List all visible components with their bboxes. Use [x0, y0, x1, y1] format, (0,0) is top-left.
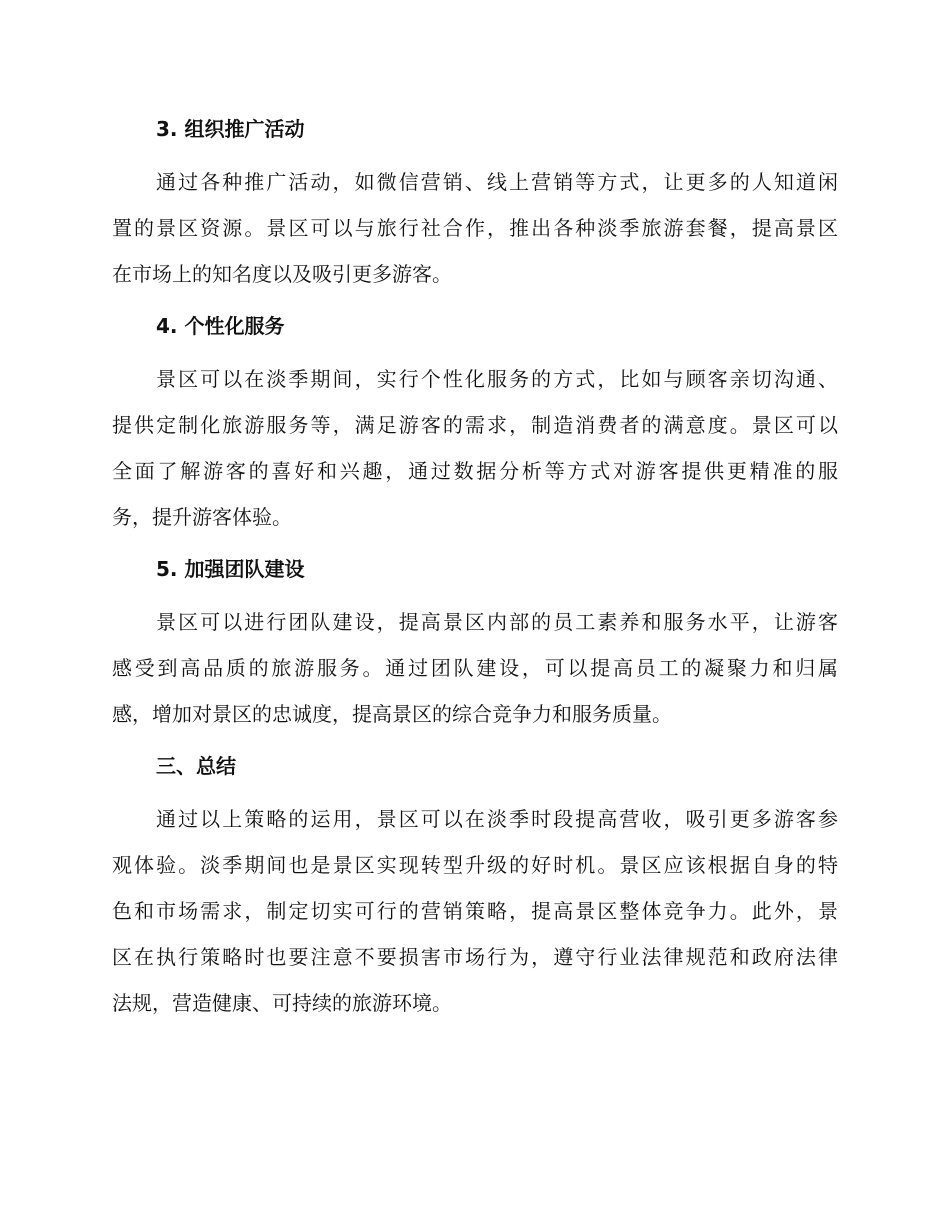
paragraph-line: 感，增加对景区的忠诚度，提高景区的综合竞争力和服务质量。: [112, 702, 672, 726]
section-paragraph: [112, 159, 838, 297]
paragraph-line: 感受到高品质的旅游服务。通过团队建设，可以提高员工的凝聚力和归属: [112, 656, 838, 680]
paragraph-line: 务，提升游客体验。: [112, 505, 292, 529]
section-heading: 4. 个性化服务: [156, 314, 285, 338]
paragraph-line: 观体验。淡季期间也是景区实现转型升级的好时机。景区应该根据自身的特: [112, 853, 838, 877]
section-summary: [112, 749, 838, 1026]
paragraph-line: 区在执行策略时也要注意不要损害市场行为，遵守行业法律规范和政府法律: [112, 945, 838, 969]
section-personalized-service: [112, 309, 838, 540]
section-heading: 3. 组织推广活动: [156, 117, 305, 141]
paragraph-line: 景区可以在淡季期间，实行个性化服务的方式，比如与顾客亲切沟通、: [156, 367, 838, 391]
section-heading: 5. 加强团队建设: [156, 557, 305, 581]
paragraph-line: 法规，营造健康、可持续的旅游环境。: [112, 991, 452, 1015]
paragraph-line: 提供定制化旅游服务等，满足游客的需求，制造消费者的满意度。景区可以: [112, 413, 838, 437]
paragraph-line: 通过各种推广活动，如微信营销、线上营销等方式，让更多的人知道闲: [156, 170, 838, 194]
section-paragraph: [112, 599, 838, 737]
section-team-building: [112, 552, 838, 737]
paragraph-line: 色和市场需求，制定切实可行的营销策略，提高景区整体竞争力。此外，景: [112, 899, 838, 923]
paragraph-line: 全面了解游客的喜好和兴趣，通过数据分析等方式对游客提供更精准的服: [112, 459, 838, 483]
section-promotion: [112, 112, 838, 297]
section-paragraph: [112, 356, 838, 540]
paragraph-line: 景区可以进行团队建设，提高景区内部的员工素养和服务水平，让游客: [156, 610, 838, 634]
section-heading: 三、总结: [156, 754, 236, 778]
paragraph-line: 在市场上的知名度以及吸引更多游客。: [112, 262, 452, 286]
paragraph-line: 通过以上策略的运用，景区可以在淡季时段提高营收，吸引更多游客参: [156, 807, 838, 831]
section-paragraph: [112, 796, 838, 1026]
paragraph-line: 置的景区资源。景区可以与旅行社合作，推出各种淡季旅游套餐，提高景区: [112, 216, 838, 240]
